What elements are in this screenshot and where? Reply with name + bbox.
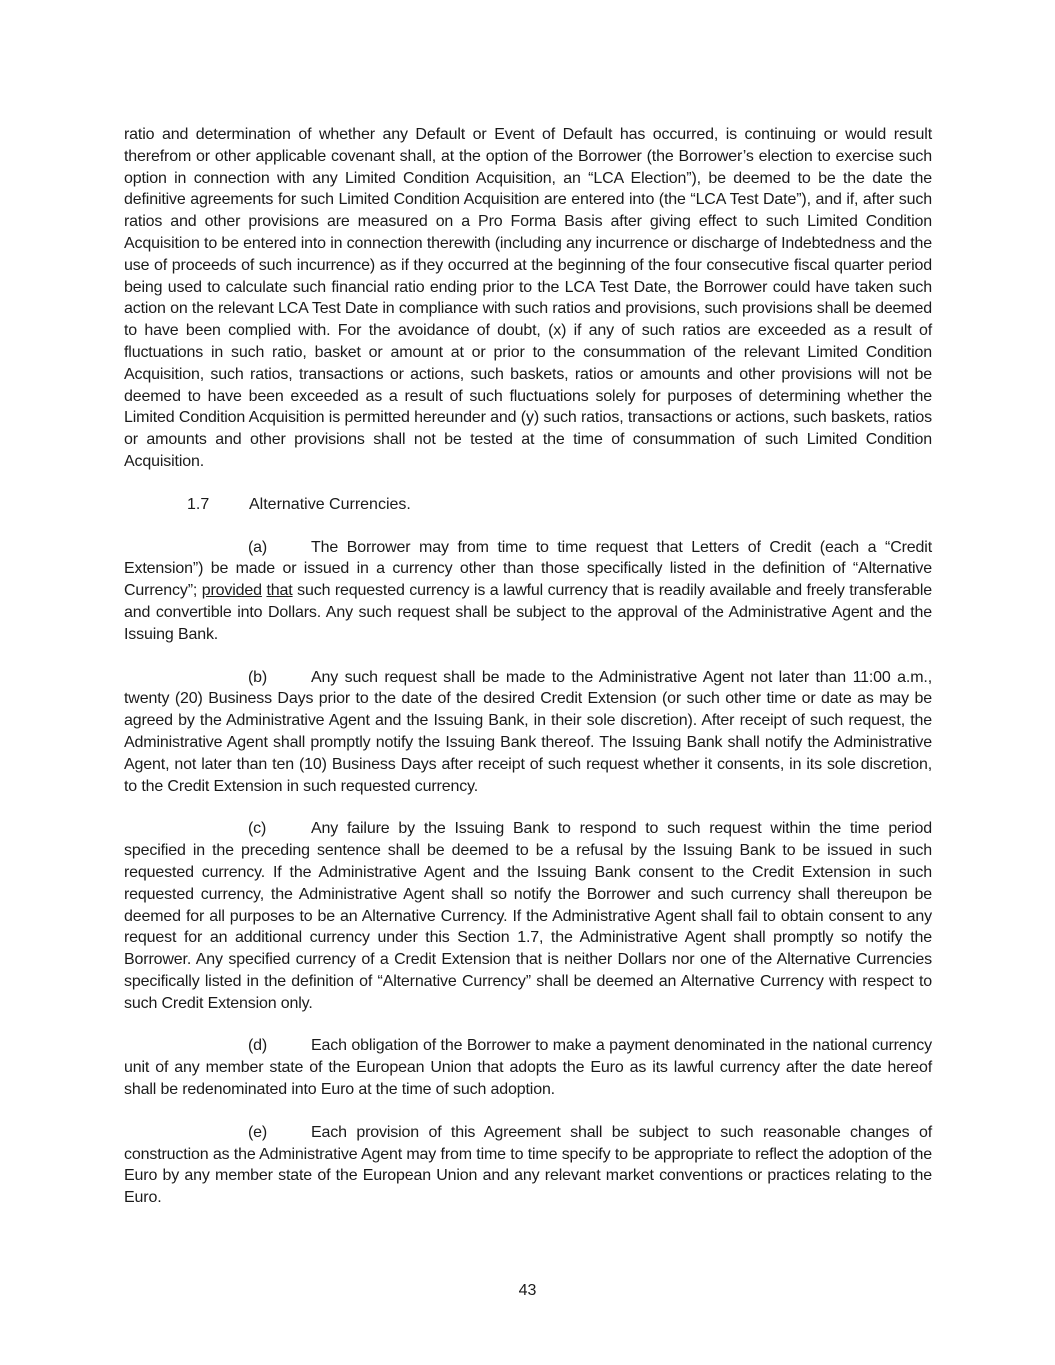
clause-e-text: Each provision of this Agreement shall be subject to such reasonable changes of construction as the Administrative Agent may from time to time specify to be appropriate to reflect the adoption of the Euro by any member state of the European Union and any relevant market conventions or practices relating to the Euro. (124, 1123, 932, 1207)
clause-a-text-after: such requested currency is a lawful currency that is readily available and freely transferable and convertible into Dollars. Any such request shall be subject to the approval of the Administrative Agent and the Issuing Bank. (124, 582, 932, 643)
clause-e-label: (e) (248, 1123, 268, 1141)
section-title: Alternative Currencies. (249, 495, 411, 513)
clause-b-text: Any such request shall be made to the Administrative Agent not later than 11:00 a.m., twenty (20) Business Days prior to the date of the desired Credit Extension (or such other time or date as may be agreed by the Administrative Agent and the Issuing Bank, in their sole discretion). After receipt of such request, the Administrative Agent shall promptly notify the Issuing Bank thereof. The Issuing Bank shall notify the Administrative Agent, not later than ten (10) Business Days after receipt of such request whether it consents, in its sole discretion, to the Credit Extension in such requested currency. (124, 668, 932, 795)
clause-d-text: Each obligation of the Borrower to make a payment denominated in the national currency unit of any member state of the European Union that adopts the Euro as its lawful currency after the date hereof shall be redenominated into Euro at the time of such adoption. (124, 1037, 932, 1099)
clause-a-text-before: The Borrower may from time to time request that Letters of Credit (each a “Credit Extension”) be made or issued in a currency other than those specifically listed in the definition of “Alternative Currency”; (124, 538, 932, 600)
document-page (124, 124, 932, 1230)
clause-c-text: Any failure by the Issuing Bank to respond to such request within the time period specified in the preceding sentence shall be deemed to be a refusal by the Issuing Bank to be issued in such requested currency. If the Administrative Agent and the Issuing Bank consent to the Credit Extension in such requested currency, the Administrative Agent shall so notify the Borrower and such currency shall thereupon be deemed for all purposes to be an Alternative Currency. If the Administrative Agent shall fail to obtain consent to any request for an additional currency under this Section 1.7, the Administrative Agent shall promptly so notify the Borrower. Any specified currency of a Credit Extension that is neither Dollars nor one of the Alternative Currencies specifically listed in the definition of “Alternative Currency” shall be deemed an Alternative Currency with respect to such Credit Extension only. (124, 820, 932, 1012)
section-heading (187, 494, 932, 516)
clause-b-label: (b) (248, 668, 268, 686)
clause-e (124, 1122, 932, 1209)
clause-a-label: (a) (248, 538, 268, 556)
clause-a-provided: provided (201, 582, 262, 600)
section-number: 1.7 (187, 495, 210, 513)
clause-a (124, 537, 932, 646)
intro-paragraph: ratio and determination of whether any Default or Event of Default has occurred, is continuing or would result therefrom or other applicable covenant shall, at the option of the Borrower (the Borrower’s election to exercise such option in connection with any Limited Condition Acquisition, an “LCA Election”), be deemed to be the date the definitive agreements for such Limited Condition Acquisition are entered into (the “LCA Test Date”), and if, after such ratios and other provisions are measured on a Pro Forma Basis after giving effect to such Limited Condition Acquisition to be entered into in connection therewith (including any incurrence or discharge of Indebtedness and the use of proceeds of such incurrence) as if they occurred at the beginning of the four consecutive fiscal quarter period being used to calculate such financial ratio ending prior to the LCA Test Date, the Borrower could have taken such action on the relevant LCA Test Date in compliance with such ratios and provisions, such provisions shall be deemed to have been complied with. For the avoidance of doubt, (x) if any of such ratios are exceeded as a result of fluctuations in such ratio, basket or amount at or prior to the consummation of the relevant Limited Condition Acquisition, such ratios, transactions or actions, such baskets, ratios or amounts and other provisions will not be deemed to have been exceeded as a result of such fluctuations solely for purposes of determining whether the Limited Condition Acquisition is permitted hereunder and (y) such ratios, transactions or actions, such baskets, ratios or amounts and other provisions shall not be tested at the time of consummation of such Limited Condition Acquisition. (124, 126, 932, 470)
page-number: 43 (518, 1282, 537, 1299)
clause-c (124, 818, 932, 1014)
clause-a-that: that (266, 582, 293, 600)
clause-c-label: (c) (248, 820, 267, 838)
clause-d-label: (d) (248, 1037, 268, 1055)
clause-d (124, 1035, 932, 1100)
clause-b (124, 667, 932, 798)
